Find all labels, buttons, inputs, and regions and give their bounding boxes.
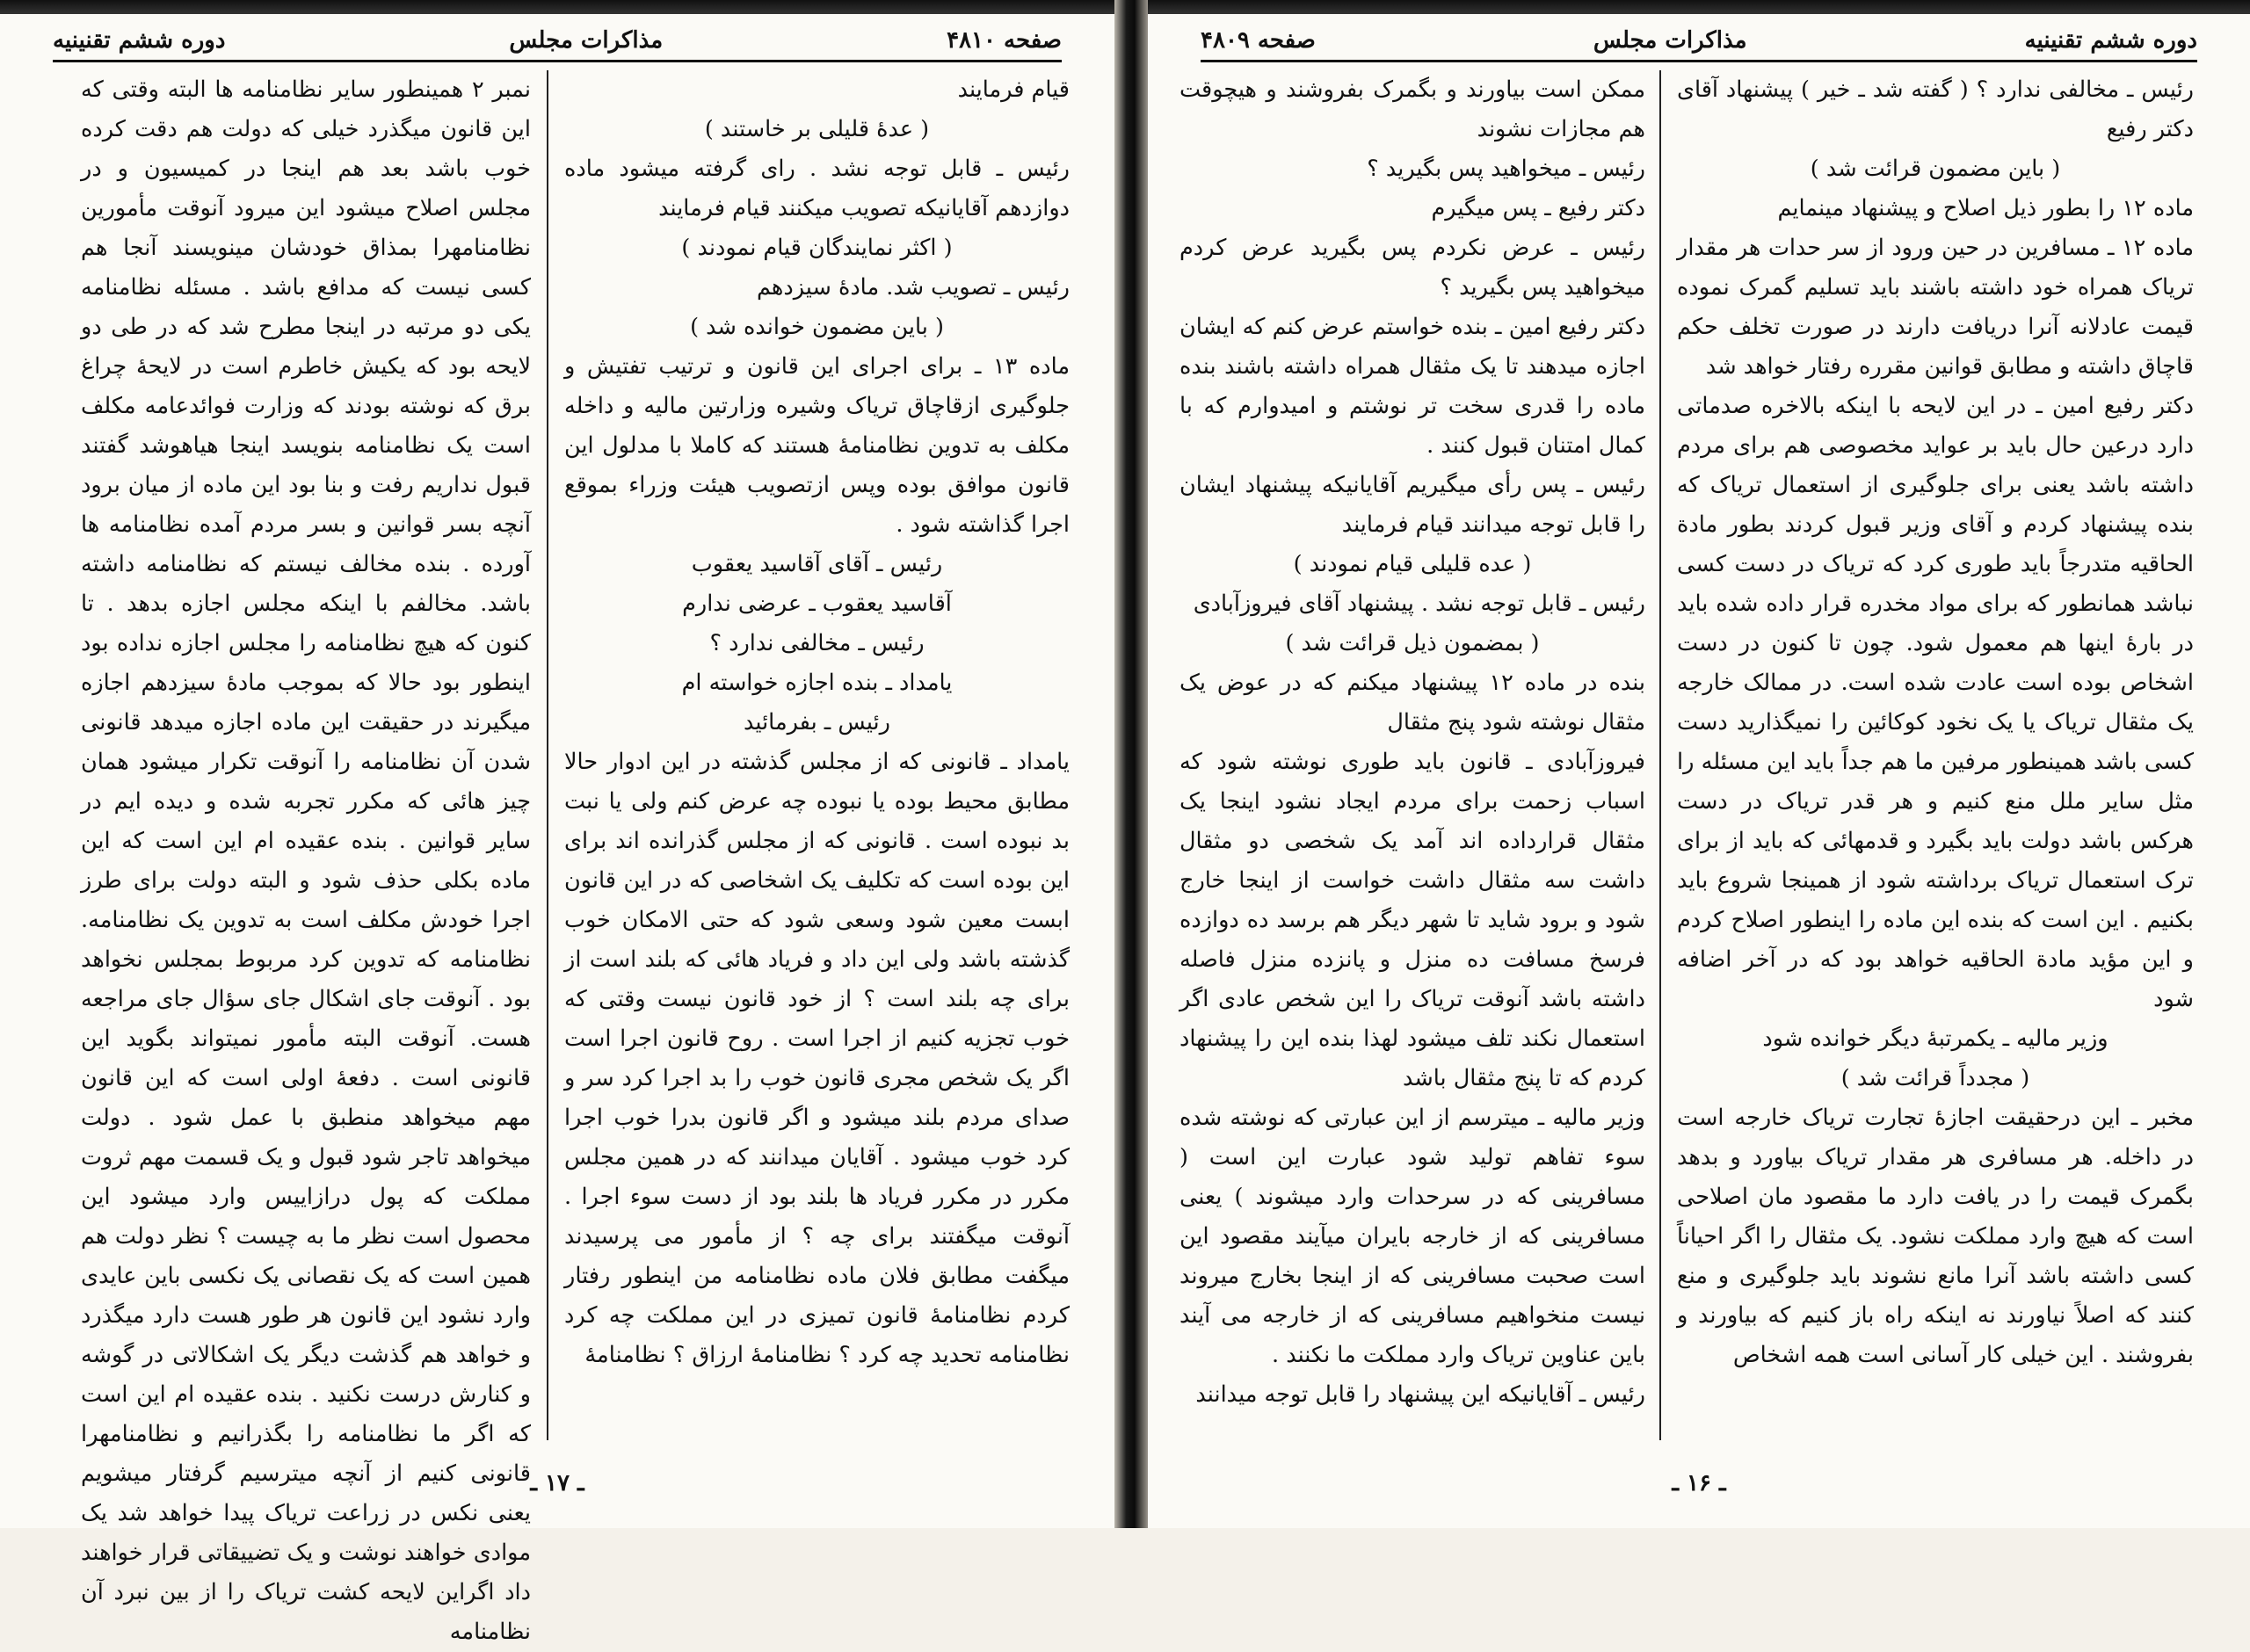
paragraph: ( بمضمون ذیل قرائت شد )	[1285, 630, 1540, 656]
paragraph: ( عدهٔ قلیلی بر خاستند )	[704, 116, 930, 142]
paragraph: یامداد ـ قانونی که از مجلس گذشته در این ادوار حالا مطابق محیط بوده یا نبوده چه عرض کنم ولی یا نبت بد نبوده است . قانونی که از مجلس گذرانده اند برای این بوده است که تکلیف یک اشخاصی که در این قانون ابست معین شود وسعی شود که حتی الامکان خوب گذشته باشد ولی این داد و فریاد هائی که بلند است از برای چه بلند است ؟ از خود قانون نیست وقتی که خوب تجزیه کنیم از اجرا است . روح قانون اجرا است اگر یک شخص مجری قانون خوب را بد اجرا کرد سر و صدای مردم بلند میشود و اگر قانون بدرا خوب اجرا کرد خوب میشود . آقایان میدانند که در همین مجلس مکرر در مکرر فریاد ها بلند بود از دست سوء اجرا . آنوقت میگفتند برای چه ؟ از مأمور می پرسیدند میگفت مطابق فلان ماده نظامنامه من اینطور رفتار کردم نظامنامهٔ قانون تمیزی در این مملکت چه کرد نظامنامه تحدید چه کرد ؟ نظامنامهٔ ارزاق ؟ نظامنامهٔ	[564, 749, 1070, 1368]
header-session: دوره ششم تقنینیه	[53, 27, 226, 54]
header-title: مذاکرات مجلس	[509, 27, 664, 54]
header-rule	[1201, 60, 2197, 62]
paragraph: دکتر رفیع امین ـ بنده خواستم عرض کنم که ایشان اجازه میدهند تا یک مثقال همراه داشته باشند بنده ماده را قدری سخت تر نوشتم و امیدوارم که با کمال امتنان قبول کنند .	[1179, 314, 1645, 459]
page-header	[53, 23, 1062, 58]
text-column-2	[81, 70, 531, 1645]
paragraph: رئیس ـ میخواهید پس بگیرید ؟	[1367, 156, 1645, 182]
paragraph: نمبر ۲ همینطور سایر نظامنامه ها البته وقتی که این قانون میگذرد خیلی که دولت هم دقت کرده خوب باشد بعد هم اینجا در کمیسیون و در مجلس اصلاح میشود این میرود آنوقت مأمورین نظامنامهرا بمذاق خودشان مینویسند آنجا هم کسی نیست که مدافع باشد . مسئله نظامنامه یکی دو مرتبه در اینجا مطرح شد که در طی دو لایحه بود که یکیش خاطرم است در لایحهٔ چراغ برق که نوشته بودند که وزارت فوائدعامه مکلف است یک نظامنامه بنویسد اینجا هیاهوشد گفتند قبول نداریم رفت و بنا بود این ماده از میان برود آنچه بسر قوانین و بسر مردم آمده نظامنامه ها آورده . بنده مخالف نیستم که نظامنامه داشته باشد. مخالفم با اینکه مجلس اجازه بدهد . تا کنون که هیچ نظامنامه را مجلس اجازه نداده بود اینطور بود حالا که بموجب مادهٔ سیزدهم اجازه میگیرند در حقیقت این ماده اجازه میدهد قانونی شدن آن نظامنامه را آنوقت تکرار میشود همان چیز هائی که مکرر تجربه شده و دیده ایم در سایر قوانین . بنده عقیده ام این است که این ماده بکلی حذف شود و البته دولت برای طرز اجرا خودش مکلف است به تدوین یک نظامنامه. نظامنامه که تدوین کرد مربوط بمجلس نخواهد بود . آنوقت جای اشکال جای سؤال جای مراجعه هست. آنوقت البته مأمور نمیتواند بگوید این قانونی است . دفعهٔ اولی است که این قانون مهم میخواهد منطبق با عمل شود . دولت میخواهد تاجر شود قبول و یک قسمت مهم ثروت مملکت که پول درازاییس وارد میشود این محصول است نظر ما به چیست ؟ نظر دولت هم همین است که یک نقصانی یک نکسی باین عایدی وارد نشود این قانون هر طور هست دارد میگذرد و خواهد هم گذشت دیگر یک اشکالاتی در گوشه و کنارش درست نکنید . بنده عقیده ام این است که اگر ما نظامنامه را بگذرانیم و نظامنامهرا قانونی کنیم از آنچه میترسیم گرفتار میشویم یعنی نکس در زراعت تریاک پیدا خواهد شد یک موادی خواهند نوشت و یک تضییقاتی قرار خواهند داد اگراین لایحه کشت تریاک را از بین نبرد آن نظامنامه	[81, 76, 531, 1645]
paragraph: وزیر مالیه ـ یکمرتبهٔ دیگر خوانده شود	[1762, 1025, 2108, 1052]
paragraph: ( مجدداً قرائت شد )	[1840, 1065, 2030, 1091]
paragraph: ( باین مضمون قرائت شد )	[1810, 156, 2061, 182]
paragraph: رئیس ـ قابل توجه نشد . پیشنهاد آقای فیروزآبادی	[1193, 591, 1645, 617]
paragraph: وزیر مالیه ـ میترسم از این عبارتی که نوشته شده سوء تفاهم تولید شود عبارت این است ( مسافرینی که در سرحدات وارد میشوند ) یعنی مسافرینی که از خارجه بایران میآیند مقصود این است صحبت مسافرینی که از اینجا بخارج میروند نیست منخواهیم مسافرینی که از خارجه می آیند باین عناوین تریاک وارد مملکت ما نکنند .	[1179, 1105, 1645, 1368]
paragraph: رئیس ـ عرض نکردم پس بگیرید عرض کردم میخواهید پس بگیرید ؟	[1179, 235, 1645, 301]
paragraph: ماده ۱۲ را بطور ذیل اصلاح و پیشنهاد مینمایم	[1777, 195, 2194, 221]
paragraph: دکتر رفیع امین ـ در این لایحه با اینکه بالاخره صدماتی دارد درعین حال باید بر عواید مخصوصی هم برای مردم داشته باشد یعنی برای جلوگیری از استعمال تریاک که بنده پیشنهاد کردم و آقای وزیر قبول کردند بطور مادة الحاقیه متدرجاً باید طوری کرد که تریاک در دست کسی نباشد همانطور که برای مواد مخدره قرار داده شده باید در بارهٔ اینها هم معمول شود. چون تا کنون در دست اشخاص بوده است عادت شده است. در ممالک خارجه یک مثقال تریاک یا یک نخود کوکائین را نمیگذارید دست کسی باشد همینطور مرفین ما هم جداً باید این مسئله را مثل سایر ملل منع کنیم و هر قدر تریاک در دست هرکس باشد دولت باید بگیرد و قدمهائی که باید از برای ترک استعمال تریاک برداشته شود از همینجا شروع باید بکنیم . این است که بنده این ماده را اینطور اصلاح کردم و این مؤید مادة الحاقیه خواهد بود که در آخر اضافه شود	[1677, 393, 2194, 1012]
paragraph: ( عده قلیلی قیام نمودند )	[1293, 551, 1532, 577]
paragraph: دکتر رفیع ـ پس میگیرم	[1431, 195, 1645, 221]
paragraph: رئیس ـ قابل توجه نشد . رای گرفته میشود ماده دوازدهم آقایانیکه تصویب میکنند قیام فرمایند	[564, 156, 1070, 221]
text-column-1	[1677, 70, 2194, 1449]
text-column-1	[564, 70, 1070, 1449]
paragraph: ممکن است بیاورند و بگمرک بفروشند و هیچوقت هم مجازات نشوند	[1179, 76, 1645, 142]
header-rule	[53, 60, 1062, 62]
column-rule	[1659, 70, 1661, 1440]
page-folio: ـ ۱۶ ـ	[1672, 1470, 1726, 1496]
paragraph: آقاسید یعقوب ـ عرضی ندارم	[682, 591, 952, 617]
page-left	[0, 14, 1114, 1645]
page-right	[1148, 14, 2250, 1528]
header-session: دوره ششم تقنینیه	[2024, 27, 2197, 54]
paragraph: رئیس ـ آقای آقاسید یعقوب	[691, 551, 943, 577]
paragraph: رئیس ـ پس رأی میگیریم آقایانیکه پیشنهاد ایشان را قابل توجه میدانند قیام فرمایند	[1179, 472, 1645, 538]
paragraph: بنده در ماده ۱۲ پیشنهاد میکنم که در عوض یک مثقال نوشته شود پنج مثقال	[1179, 670, 1645, 735]
text-column-2	[1179, 70, 1645, 1449]
paragraph: رئیس ـ مخالفی ندارد ؟ ( گفته شد ـ خیر ) پیشنهاد آقای دکتر رفیع	[1677, 76, 2194, 142]
page-folio: ـ ۱۷ ـ	[530, 1470, 584, 1496]
paragraph: ( اکثر نمایندگان قیام نمودند )	[681, 235, 953, 261]
paragraph: رئیس ـ مخالفی ندارد ؟	[709, 630, 925, 656]
paragraph: رئیس ـ آقایانیکه این پیشنهاد را قابل توجه میدانند	[1195, 1381, 1645, 1408]
header-title: مذاکرات مجلس	[1593, 27, 1747, 54]
page-header	[1201, 23, 2197, 58]
paragraph: فیروزآبادی ـ قانون باید طوری نوشته شود که اسباب زحمت برای مردم ایجاد نشود اینجا یک مثقال قرارداده اند آمد یک شخصی دو مثقال داشت سه مثقال داشت خواست از اینجا خارج شود و برود شاید تا شهر دیگر هم برسد ده دوازده فرسخ مسافت ده منزل و پانزده منزل فاصله داشته باشد آنوقت تریاک را این شخص عادی اگر استعمال نکند تلف میشود لهذا بنده این را پیشنهاد کردم که تا پنج مثقال باشد	[1179, 749, 1645, 1091]
book-gutter	[1114, 0, 1148, 1528]
paragraph: رئیس ـ تصویب شد. مادهٔ سیزدهم	[756, 274, 1070, 301]
paragraph: قیام فرمایند	[957, 76, 1070, 103]
paragraph: مخبر ـ این درحقیقت اجازهٔ تجارت تریاک خارجه است در داخله. هر مسافری هر مقدار تریاک بیاورد و بدهد بگمرک قیمت را در یافت دارد ما مقصود مان اصلاحی است که هیچ وارد مملکت نشود. یک مثقال را اگر احیاناً کسی داشته باشد آنرا مانع نشوند باید جلوگیری و منع کنند که اصلاً نیاورند نه اینکه راه باز کنیم که بیاورند و بفروشند . این خیلی کار آسانی است همه اشخاص	[1677, 1105, 2194, 1368]
column-rule	[547, 70, 548, 1440]
header-page-number: صفحه ۴۸۰۹	[1201, 27, 1316, 54]
paragraph: ( باین مضمون خوانده شد )	[690, 314, 944, 340]
paragraph: رئیس ـ بفرمائید	[744, 709, 890, 735]
paragraph: ماده ۱۳ ـ برای اجرای این قانون و ترتیب تفتیش و جلوگیری ازقاچاق تریاک وشیره وزارتین مالیه و داخله مکلف به تدوین نظامنامهٔ هستند که کاملا با مدلول این قانون موافق بوده وپس ازتصویب هیئت وزراء بموقع اجرا گذاشته شود .	[564, 353, 1070, 538]
header-page-number: صفحه ۴۸۱۰	[947, 27, 1062, 54]
paragraph: یامداد ـ بنده اجازه خواسته ام	[681, 670, 953, 696]
paragraph: ماده ۱۲ ـ مسافرین در حین ورود از سر حدات هر مقدار تریاک همراه خود داشته باشند باید تسلیم گمرک نموده قیمت عادلانه آنرا دریافت دارند در صورت تخلف حکم قاچاق داشته و مطابق قوانین مقرره رفتار خواهد شد	[1677, 235, 2194, 380]
